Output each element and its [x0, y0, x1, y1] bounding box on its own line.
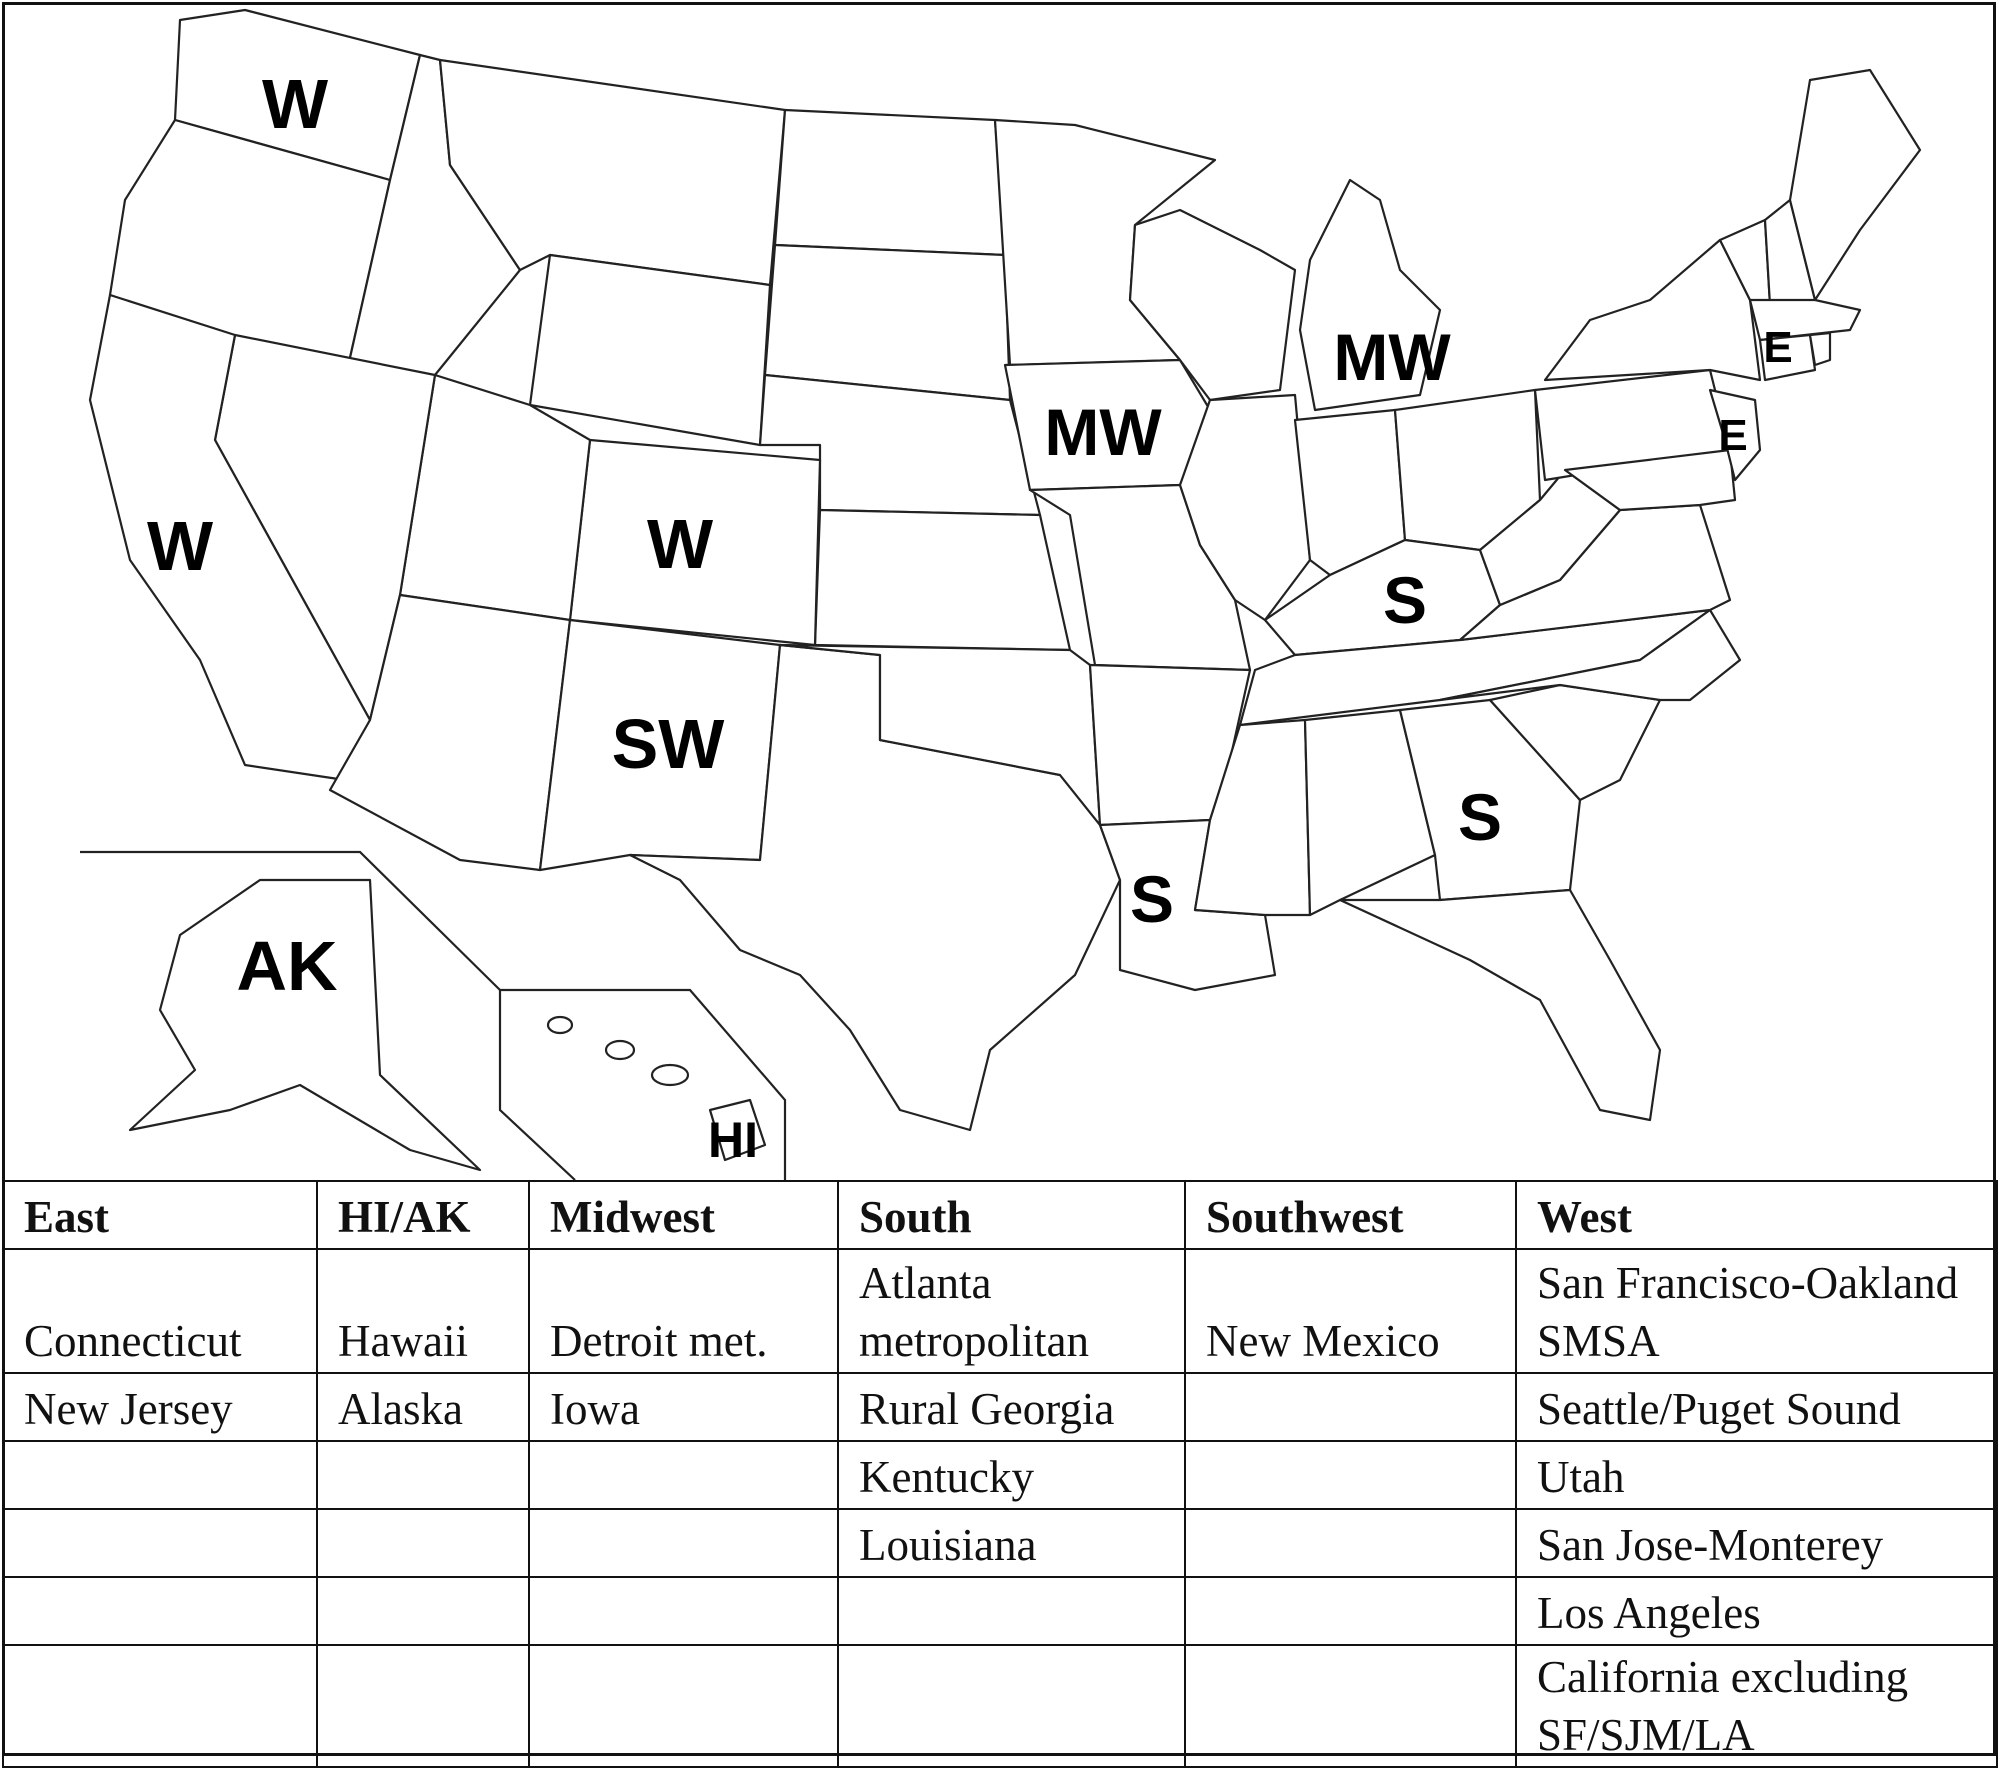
table-row: [3, 1577, 1997, 1645]
state-alaska: [130, 880, 480, 1170]
table-cell: Rural Georgia: [838, 1373, 1185, 1441]
table-cell: [529, 1441, 838, 1509]
header-midwest: Midwest: [529, 1181, 838, 1249]
table-cell: Seattle/Puget Sound: [1516, 1373, 1997, 1441]
table-row: [3, 1645, 1997, 1767]
label-california: W: [146, 507, 214, 585]
table-cell: [3, 1509, 317, 1577]
table-cell: Los Angeles: [1516, 1577, 1997, 1645]
state-kansas: [815, 510, 1070, 650]
state-maine: [1790, 70, 1920, 300]
header-southwest: Southwest: [1185, 1181, 1516, 1249]
table-row: [3, 1249, 1997, 1373]
island-maui: [652, 1065, 688, 1085]
island-oahu: [606, 1041, 634, 1059]
label-connecticut: E: [1763, 323, 1793, 372]
table-cell: [3, 1645, 317, 1767]
label-hawaii: HI: [708, 1112, 758, 1168]
table-cell: Connecticut: [3, 1249, 317, 1373]
table-cell: San Jose-Monterey: [1516, 1509, 1997, 1577]
table-cell: Iowa: [529, 1373, 838, 1441]
table-row: [3, 1509, 1997, 1577]
table-cell: [317, 1441, 529, 1509]
table-cell: Detroit met.: [529, 1249, 838, 1373]
label-kentucky: S: [1382, 563, 1428, 637]
label-washington: W: [261, 65, 329, 143]
table-cell: [838, 1645, 1185, 1767]
label-georgia: S: [1457, 780, 1503, 854]
state-south-dakota: [765, 245, 1010, 400]
table-cell: [529, 1645, 838, 1767]
table-cell: [1185, 1509, 1516, 1577]
table-cell: [529, 1577, 838, 1645]
table-cell: [838, 1577, 1185, 1645]
state-new-york: [1545, 240, 1760, 380]
label-alaska: AK: [236, 927, 338, 1005]
table-cell: [1185, 1373, 1516, 1441]
header-east: East: [3, 1181, 317, 1249]
state-wyoming: [530, 255, 770, 445]
table-cell: [3, 1577, 317, 1645]
state-north-dakota: [775, 110, 1005, 255]
header-south: South: [838, 1181, 1185, 1249]
table-row: [3, 1441, 1997, 1509]
table-cell: California excluding SF/SJM/LA: [1516, 1645, 1997, 1767]
regions-table: [2, 1180, 1998, 1768]
table-cell: Louisiana: [838, 1509, 1185, 1577]
table-cell: [1185, 1577, 1516, 1645]
table-header-row: [3, 1181, 1997, 1249]
label-louisiana: S: [1129, 862, 1175, 936]
header-hi-ak: HI/AK: [317, 1181, 529, 1249]
table-cell: San Francisco-Oakland SMSA: [1516, 1249, 1997, 1373]
table-cell: [3, 1441, 317, 1509]
table-cell: Atlanta metropolitan: [838, 1249, 1185, 1373]
label-colorado: W: [646, 505, 714, 583]
table-cell: [1185, 1645, 1516, 1767]
table-cell: Hawaii: [317, 1249, 529, 1373]
table-cell: Alaska: [317, 1373, 529, 1441]
table-cell: Utah: [1516, 1441, 1997, 1509]
table-cell: [317, 1577, 529, 1645]
table-cell: New Jersey: [3, 1373, 317, 1441]
label-new-jersey: E: [1718, 411, 1748, 460]
table-cell: [529, 1509, 838, 1577]
table-cell: [317, 1645, 529, 1767]
header-west: West: [1516, 1181, 1997, 1249]
label-michigan: MW: [1333, 320, 1451, 394]
table-cell: [1185, 1441, 1516, 1509]
table-row: [3, 1373, 1997, 1441]
island-kauai: [548, 1017, 572, 1033]
table-cell: Kentucky: [838, 1441, 1185, 1509]
label-iowa: MW: [1044, 395, 1162, 469]
label-new-mexico: SW: [611, 705, 725, 783]
state-florida: [1340, 890, 1660, 1120]
table-cell: [317, 1509, 529, 1577]
table-cell: New Mexico: [1185, 1249, 1516, 1373]
